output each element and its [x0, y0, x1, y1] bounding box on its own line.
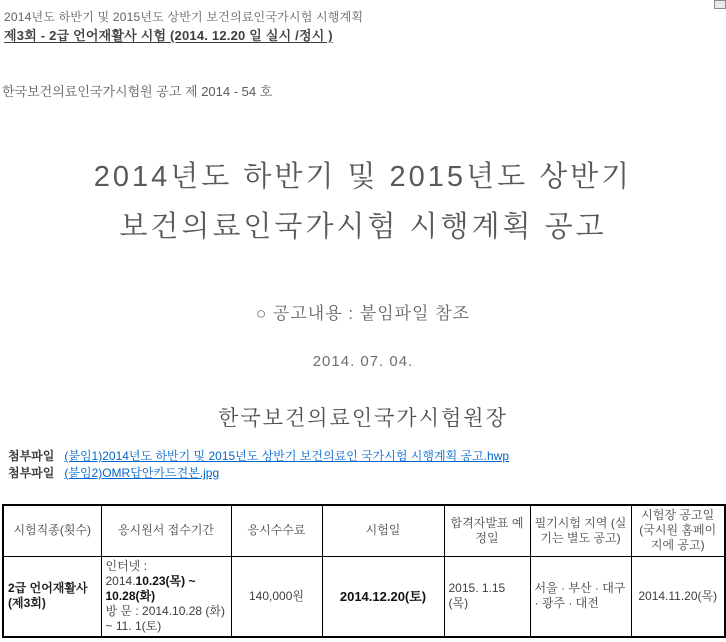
page-title-line1: 2014년도 하반기 및 2015년도 상반기 [93, 161, 633, 193]
cell-site-notice-date: 2014.11.20(목) [631, 556, 725, 637]
col-header-exam-date: 시험일 [322, 505, 444, 556]
exam-session-title: 제3회 - 2급 언어재활사 시험 (2014. 12.20 일 실시 /정시 ) [4, 28, 333, 43]
table-header-row [3, 505, 725, 556]
col-header-job: 시험직종(횟수) [3, 505, 101, 556]
official-notice-number: 한국보건의료인국가시험원 공고 제 2014 - 54 호 [2, 84, 273, 99]
exam-schedule-table [2, 504, 726, 638]
attachment-link-jpg[interactable]: (붙임2)OMR답안카드견본.jpg [64, 466, 220, 480]
page-title [0, 152, 726, 252]
attachment-label: 첨부파일 [8, 466, 55, 480]
registration-internet [106, 559, 227, 604]
cell-fee: 140,000원 [231, 556, 322, 637]
cell-registration [101, 556, 231, 637]
cell-job: 2급 언어재활사(제3회) [3, 556, 101, 637]
cell-exam-date: 2014.12.20(토) [322, 556, 444, 637]
col-header-registration: 응시원서 접수기간 [101, 505, 231, 556]
col-header-result-date: 합격자발표 예정일 [444, 505, 530, 556]
notice-content-line: ○ 공고내용 : 붙임파일 참조 [255, 304, 471, 323]
breadcrumb-plan-title: 2014년도 하반기 및 2015년도 상반기 보건의료인국가시험 시행계획 [4, 10, 364, 24]
col-header-site-notice: 시험장 공고일 (국시원 홈페이지에 공고) [631, 505, 725, 556]
print-icon-part [714, 0, 726, 9]
table-row [3, 556, 725, 637]
announcement-date: 2014. 07. 04. [312, 353, 414, 370]
attachment-row [8, 465, 718, 482]
attachment-row [8, 448, 718, 465]
attachments-section [8, 448, 718, 482]
print-icon[interactable] [712, 0, 726, 12]
cell-result-date: 2015. 1.15 (목) [444, 556, 530, 637]
col-header-region: 필기시험 지역 (실기는 별도 공고) [530, 505, 631, 556]
attachment-link-hwp[interactable]: (붙임1)2014년도 하반기 및 2015년도 상반기 보건의료인 국가시험 시행계획 공고.hwp [64, 449, 510, 463]
registration-visit: 방 문 : 2014.10.28 (화) ~ 11. 1(토) [105, 603, 225, 633]
attachment-label: 첨부파일 [8, 449, 55, 463]
registration-internet-prefix: 인터넷 : 2014. [105, 558, 147, 588]
registration-internet-period: 10.23(목) ~ 10.28(화) [105, 573, 196, 603]
cell-regions: 서울 · 부산 · 대구 · 광주 · 대전 [530, 556, 631, 637]
signature-president: 한국보건의료인국가시험원장 [218, 407, 508, 430]
page-title-line2: 보건의료인국가시험 시행계획 공고 [119, 211, 607, 243]
col-header-fee: 응시수수료 [231, 505, 322, 556]
